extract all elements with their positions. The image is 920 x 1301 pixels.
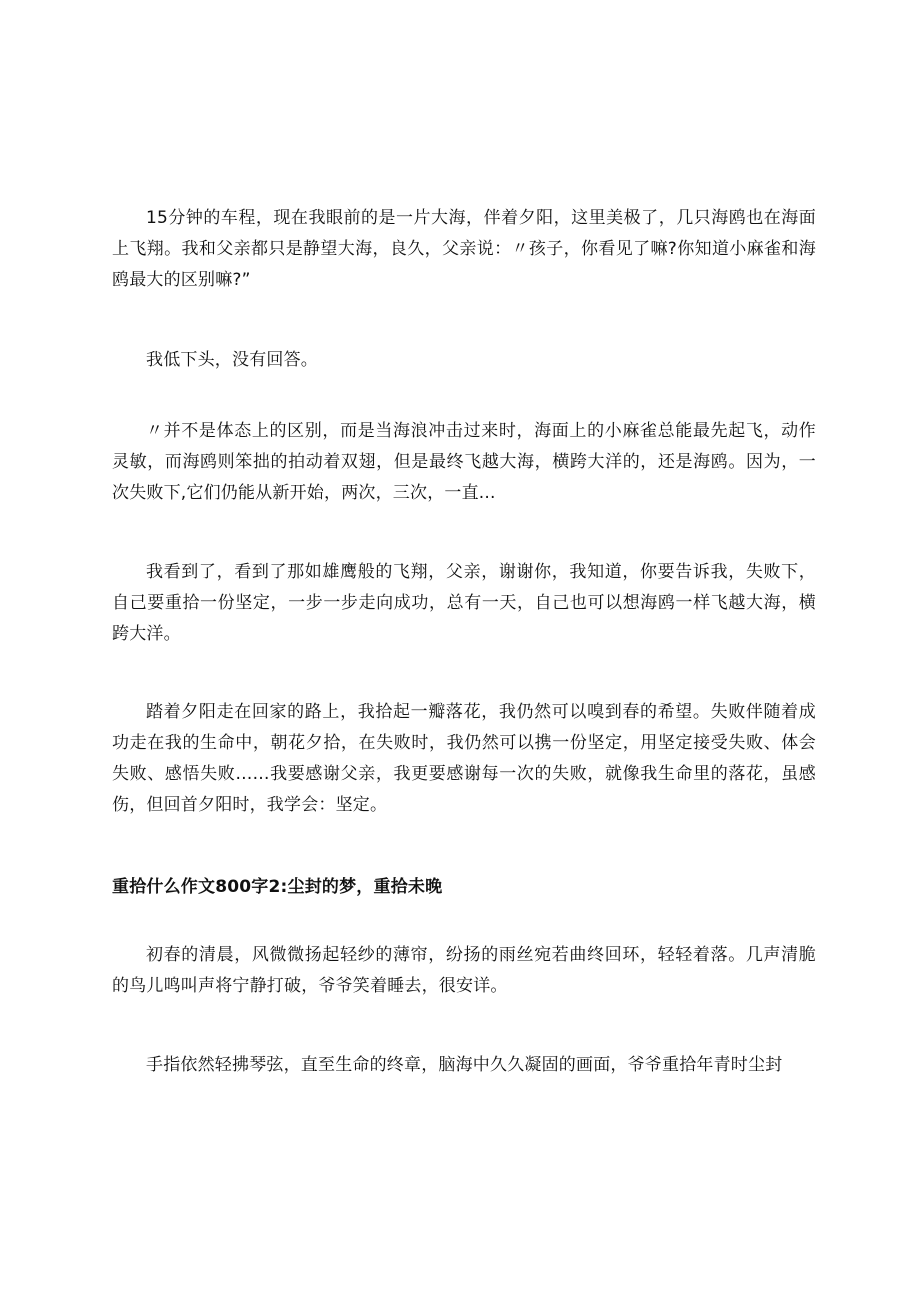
paragraph-no-answer: 我低下头，没有回答。 bbox=[146, 350, 318, 370]
paragraph-walk-home: 踏着夕阳走在回家的路上，我拾起一瓣落花，我仍然可以嗅到春的希望。失败伴随着成功走在我的生命中，朝花夕拾，在失败时，我仍然可以携一份坚定，用坚定接受失败、体会失败、感悟失败……我要感谢父亲，我更要感谢每一次的失败，就像我生命里的落花，虽感伤，但回首夕阳时，我学会：坚定。 bbox=[112, 702, 816, 815]
paragraph-piano-strings: 手指依然轻拂琴弦，直至生命的终章，脑海中久久凝固的画面，爷爷重拾年青时尘封 bbox=[146, 1055, 783, 1075]
paragraph-sea-journey: 15分钟的车程，现在我眼前的是一片大海，伴着夕阳，这里美极了，几只海鸥也在海面上飞翔。我和父亲都只是静望大海，良久，父亲说：〃孩子，你看见了嘛?你知道小麻雀和海鸥最大的区别嘛?” bbox=[112, 208, 816, 290]
paragraph-seagull-lesson: 〃并不是体态上的区别，而是当海浪冲击过来时，海面上的小麻雀总能最先起飞，动作灵敏，而海鸥则笨拙的拍动着双翅，但是最终飞越大海，横跨大洋的，还是海鸥。因为，一次失败下,它们仍能从新开始，两次，三次，一直... bbox=[112, 421, 816, 503]
paragraph-spring-morning: 初春的清晨，风微微扬起轻纱的薄帘，纷扬的雨丝宛若曲终回环，轻轻着落。几声清脆的鸟儿鸣叫声将宁静打破，爷爷笑着睡去，很安详。 bbox=[112, 945, 816, 996]
paragraph-understanding: 我看到了，看到了那如雄鹰般的飞翔，父亲，谢谢你，我知道，你要告诉我，失败下，自己要重拾一份坚定，一步一步走向成功，总有一天，自己也可以想海鸥一样飞越大海，横跨大洋。 bbox=[112, 562, 816, 644]
section-heading: 重拾什么作文800字2:尘封的梦，重拾未晚 bbox=[112, 877, 443, 897]
